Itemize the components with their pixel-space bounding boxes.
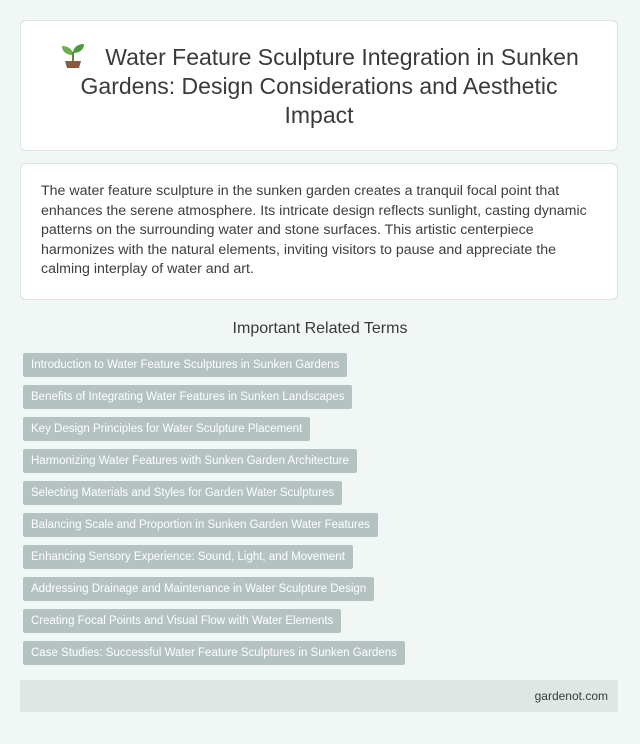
- footer-site-name: gardenot.com: [534, 689, 608, 703]
- sprout-icon: [59, 42, 87, 68]
- related-term-tag[interactable]: Addressing Drainage and Maintenance in Water Sculpture Design: [23, 577, 374, 601]
- description-text: The water feature sculpture in the sunken garden creates a tranquil focal point that enhances the serene atmosphere. Its intricate design reflects sunlight, casting dynamic patterns on the surrounding water and stone surfaces. This artistic centerpiece harmonizes with the natural elements, inviting visitors to pause and appreciate the calming interplay of water and art.: [41, 183, 587, 277]
- title-card: [20, 20, 618, 151]
- related-term-tag[interactable]: Key Design Principles for Water Sculpture Placement: [23, 417, 310, 441]
- related-term-tag[interactable]: Balancing Scale and Proportion in Sunken Garden Water Features: [23, 513, 378, 537]
- related-terms-heading: Important Related Terms: [232, 320, 408, 337]
- related-term-tag[interactable]: Harmonizing Water Features with Sunken Garden Architecture: [23, 449, 357, 473]
- page-title-text: Water Feature Sculpture Integration in Sunken Gardens: Design Considerations and Aesthetic Impact: [80, 43, 579, 128]
- page-title: [51, 42, 587, 130]
- related-term-tag[interactable]: Case Studies: Successful Water Feature Sculptures in Sunken Gardens: [23, 641, 405, 665]
- description-card: [20, 163, 618, 300]
- related-term-tag[interactable]: Creating Focal Points and Visual Flow with Water Elements: [23, 609, 341, 633]
- related-term-tag[interactable]: Selecting Materials and Styles for Garden Water Sculptures: [23, 481, 342, 505]
- related-term-tag[interactable]: Enhancing Sensory Experience: Sound, Light, and Movement: [23, 545, 353, 569]
- footer: [20, 680, 618, 712]
- related-term-tag[interactable]: Introduction to Water Feature Sculptures in Sunken Gardens: [23, 353, 347, 377]
- related-term-tag[interactable]: Benefits of Integrating Water Features in Sunken Landscapes: [23, 385, 352, 409]
- related-terms-list: [23, 353, 617, 673]
